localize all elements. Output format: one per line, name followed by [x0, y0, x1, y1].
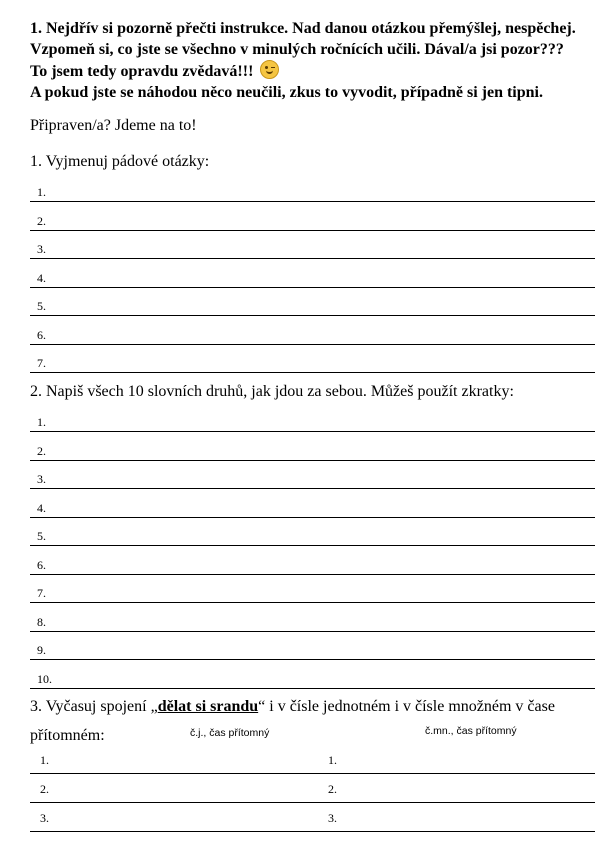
question-3-title-post: “ i v čísle jednotném i v čísle množném v čase [258, 698, 555, 715]
line-number: 4. [37, 500, 46, 515]
line-number: 10. [37, 671, 52, 686]
line-number: 1. [37, 415, 46, 429]
line-number: 3. [37, 242, 46, 256]
answer-line[interactable] [30, 372, 595, 373]
instruction-line-1: 1. Nejdřív si pozorně přečti instrukce. Nad danou otázkou přemýšlej, nespěchej. [30, 20, 576, 37]
line-number: 4. [37, 270, 46, 285]
plural-line-number: 1. [328, 753, 337, 767]
answer-line[interactable] [30, 517, 595, 518]
line-number: 5. [37, 529, 46, 543]
instruction-line-3-text: To jsem tedy opravdu zvědavá!!! [30, 63, 254, 80]
answer-line[interactable] [30, 344, 595, 345]
question-3-phrase: dělat si srandu [157, 698, 259, 715]
answer-line[interactable] [30, 773, 595, 774]
line-number: 6. [37, 327, 46, 342]
line-number: 1. [37, 185, 46, 199]
line-number: 9. [37, 643, 46, 657]
instruction-line-2: Vzpomeň si, co jste se všechno v minulých ročnících učili. Dával/a jsi pozor??? [30, 41, 564, 58]
singular-line-number: 1. [40, 753, 49, 767]
answer-line[interactable] [30, 659, 595, 660]
singular-line-number: 3. [40, 811, 49, 825]
question-2-title: 2. Napiš všech 10 slovních druhů, jak jdou za sebou. Můžeš použít zkratky: [30, 383, 514, 400]
instruction-line-3 [30, 60, 600, 82]
answer-line[interactable] [30, 258, 595, 259]
answer-line[interactable] [30, 287, 595, 288]
answer-line[interactable] [30, 631, 595, 632]
question-1-title: 1. Vyjmenuj pádové otázky: [30, 153, 210, 170]
line-number: 7. [37, 356, 46, 370]
plural-line-number: 2. [328, 782, 337, 796]
line-number: 8. [37, 614, 46, 629]
answer-line[interactable] [30, 688, 595, 689]
line-number: 6. [37, 557, 46, 572]
answer-line[interactable] [30, 545, 595, 546]
answer-line[interactable] [30, 802, 595, 803]
answer-line[interactable] [30, 602, 595, 603]
answer-line[interactable] [30, 460, 595, 461]
plural-line-number: 3. [328, 811, 337, 825]
answer-line[interactable] [30, 574, 595, 575]
answer-line[interactable] [30, 201, 595, 202]
question-3-title-pre: 3. Vyčasuj spojení „ [30, 698, 158, 715]
ready-text: Připraven/a? Jdeme na to! [30, 117, 197, 134]
answer-line[interactable] [30, 831, 595, 832]
question-3-title [30, 698, 555, 716]
line-number: 3. [37, 472, 46, 486]
singular-line-number: 2. [40, 782, 49, 796]
line-number: 2. [37, 213, 46, 228]
line-number: 5. [37, 299, 46, 313]
instruction-line-4: A pokud jste se náhodou něco neučili, zkus to vyvodit, případně si jen tipni. [30, 84, 543, 101]
answer-line[interactable] [30, 315, 595, 316]
instructions [30, 18, 600, 103]
answer-line[interactable] [30, 230, 595, 231]
question-3-title-line-2: přítomném: [30, 727, 105, 744]
line-number: 7. [37, 586, 46, 600]
answer-line[interactable] [30, 488, 595, 489]
wink-smiley-icon [260, 60, 279, 79]
column-header-plural: č.mn., čas přítomný [425, 725, 517, 737]
column-header-singular: č.j., čas přítomný [190, 727, 270, 739]
line-number: 2. [37, 443, 46, 458]
answer-line[interactable] [30, 431, 595, 432]
